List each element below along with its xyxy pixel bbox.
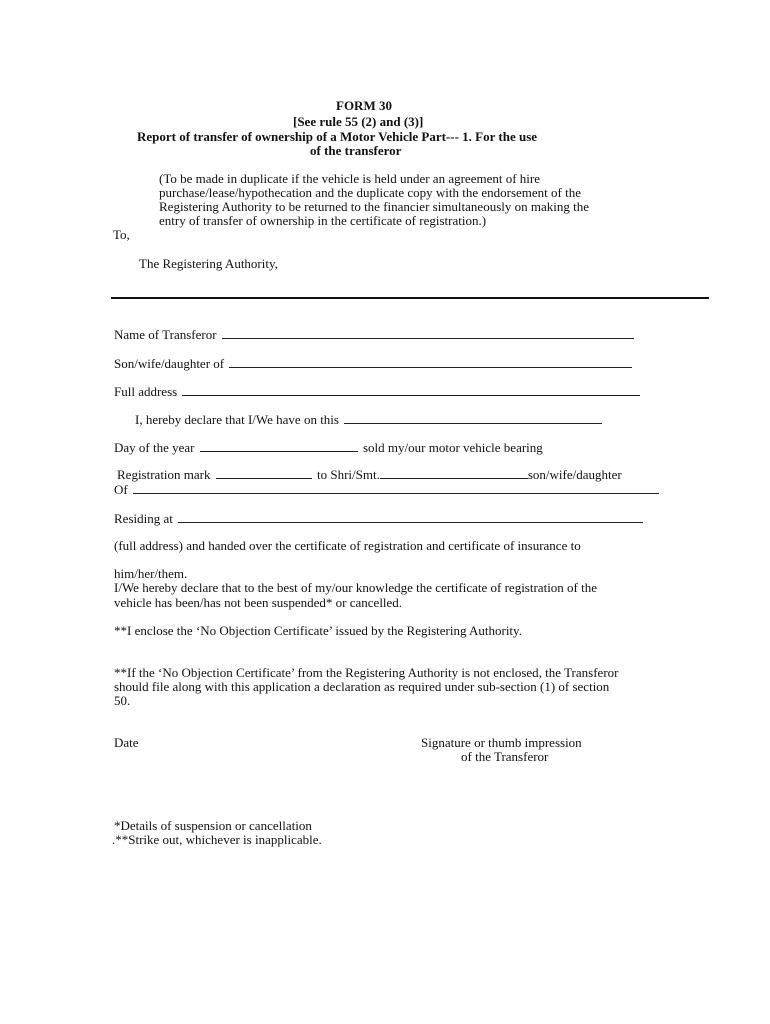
rule-reference: [See rule 55 (2) and (3)] <box>293 114 424 129</box>
name-of-transferor-field[interactable] <box>222 327 634 339</box>
full-address-label: Full address <box>114 384 178 399</box>
signature-label-line1: Signature or thumb impression <box>421 735 582 750</box>
son-wife-daughter-label: son/wife/daughter <box>527 467 622 482</box>
son-wife-daughter-of-label: Son/wife/daughter of <box>114 356 225 371</box>
full-address-row <box>114 384 642 399</box>
residing-at-label: Residing at <box>114 511 173 526</box>
form-subtitle-line2: of the transferor <box>310 143 402 158</box>
declare-date-field[interactable] <box>344 412 602 424</box>
of-field[interactable] <box>133 482 659 494</box>
footnote-strike-out: .**Strike out, whichever is inapplicable. <box>112 832 322 847</box>
header-divider <box>111 297 709 299</box>
registration-mark-label: Registration mark <box>117 467 211 482</box>
name-of-transferor-label: Name of Transferor <box>114 327 217 342</box>
note-line4: entry of transfer of ownership in the certificate of registration.) <box>159 213 487 228</box>
son-wife-daughter-of-row <box>114 356 634 371</box>
note-line2: purchase/lease/hypothecation and the duplicate copy with the endorsement of the <box>159 185 581 200</box>
residing-at-row <box>114 511 645 526</box>
son-wife-daughter-of-field[interactable] <box>229 356 632 368</box>
day-of-year-label: Day of the year <box>114 440 195 455</box>
him-her-them-text: him/her/them. <box>114 566 188 581</box>
registration-mark-field[interactable] <box>216 467 312 479</box>
signature-label-line2: of the Transferor <box>461 749 549 764</box>
note-line1: (To be made in duplicate if the vehicle is held under an agreement of hire <box>159 171 540 186</box>
noc-note-line1: **If the ‘No Objection Certificate’ from the Registering Authority is not enclosed, the Transferor <box>114 665 619 680</box>
to-shri-label: to Shri/Smt. <box>317 467 380 482</box>
noc-note-line3: 50. <box>114 693 131 708</box>
residing-at-field[interactable] <box>178 511 643 523</box>
form-subtitle-line1: Report of transfer of ownership of a Motor Vehicle Part--- 1. For the use <box>137 129 538 144</box>
full-address-field[interactable] <box>182 384 640 396</box>
day-of-year-row <box>114 440 543 455</box>
form-title: FORM 30 <box>336 98 392 113</box>
footnote-details: *Details of suspension or cancellation <box>114 818 312 833</box>
name-of-transferor-row <box>114 327 636 342</box>
to-label: To, <box>113 227 130 242</box>
declare-row <box>135 412 604 427</box>
of-label: Of <box>114 482 128 497</box>
of-row <box>114 482 661 497</box>
day-of-year-field[interactable] <box>200 440 358 452</box>
full-address-handover-text: (full address) and handed over the certificate of registration and certificate of insurance to <box>114 538 581 553</box>
noc-note-line2: should file along with this application a declaration as required under sub-section (1) of section <box>114 679 610 694</box>
declare-label: I, hereby declare that I/We have on this <box>135 412 339 427</box>
transferee-name-field[interactable] <box>380 467 528 479</box>
registration-mark-row <box>117 467 622 482</box>
date-label: Date <box>114 735 139 750</box>
declaration-line2: vehicle has been/has not been suspended* or cancelled. <box>114 595 403 610</box>
note-line3: Registering Authority to be returned to the financier simultaneously on making the <box>159 199 589 214</box>
declaration-line1: I/We hereby declare that to the best of my/our knowledge the certificate of registration of the <box>114 580 598 595</box>
registering-authority-label: The Registering Authority, <box>139 256 278 271</box>
sold-vehicle-label: sold my/our motor vehicle bearing <box>363 440 543 455</box>
enclose-noc-text: **I enclose the ‘No Objection Certificate’ issued by the Registering Authority. <box>114 623 522 638</box>
